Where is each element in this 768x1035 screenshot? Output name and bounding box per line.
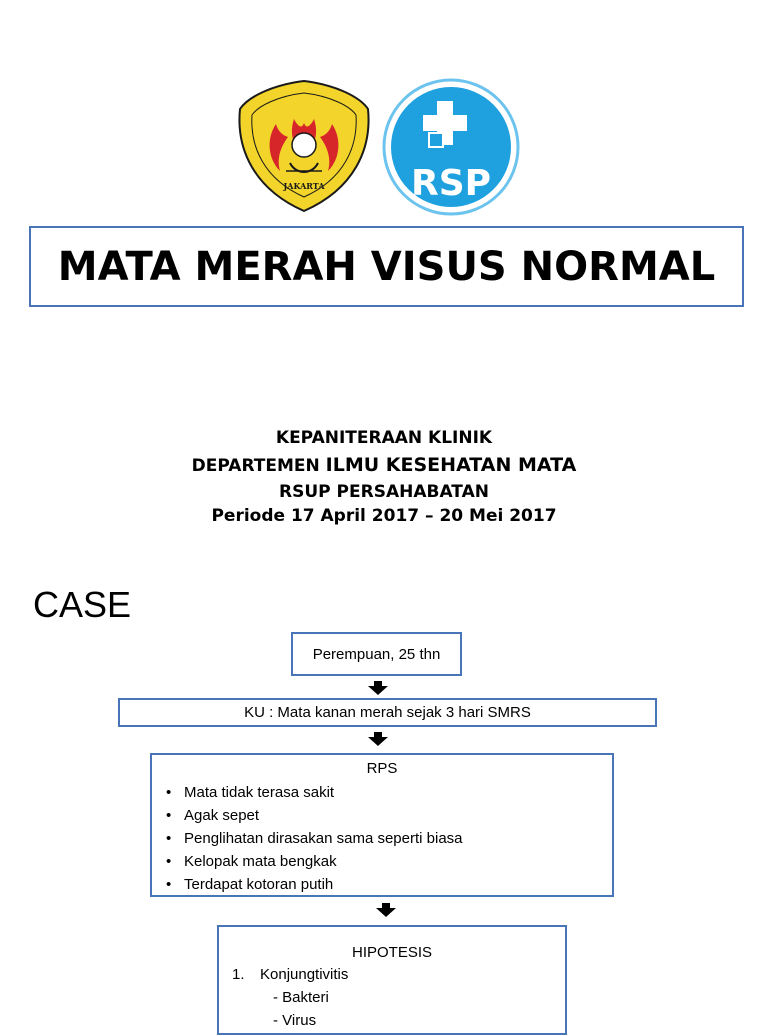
hipotesis-sub-item: - Bakteri xyxy=(273,989,329,1006)
hipotesis-item-number: 1. xyxy=(232,966,245,983)
rps-title: RPS xyxy=(366,760,398,777)
down-arrow-icon xyxy=(368,732,388,746)
subtitle-department-name: ILMU KESEHATAN MATA xyxy=(325,454,577,476)
list-item: • Agak sepet xyxy=(160,804,604,827)
ku-box xyxy=(118,698,657,727)
rps-box xyxy=(150,753,614,897)
down-arrow-icon xyxy=(368,681,388,695)
ku-text: KU : Mata kanan merah sejak 3 hari SMRS xyxy=(244,704,531,721)
list-item: • Terdapat kotoran putih xyxy=(160,873,604,896)
subtitle-period: Periode 17 April 2017 – 20 Mei 2017 xyxy=(211,506,557,526)
subtitle-department: DEPARTEMEN xyxy=(191,456,326,476)
svg-text:JAKARTA: JAKARTA xyxy=(283,181,325,191)
down-arrow-icon xyxy=(376,903,396,917)
rsp-logo-icon xyxy=(382,77,520,217)
subtitle-line-2 xyxy=(0,454,768,476)
rps-list xyxy=(160,781,604,896)
list-item: • Kelopak mata bengkak xyxy=(160,850,604,873)
patient-box xyxy=(291,632,462,676)
hipotesis-box xyxy=(217,925,567,1035)
hipotesis-item xyxy=(227,963,557,986)
university-seal-icon xyxy=(236,79,372,213)
list-item: • Mata tidak terasa sakit xyxy=(160,781,604,804)
list-item: • Penglihatan dirasakan sama seperti biasa xyxy=(160,827,604,850)
page-title: MATA MERAH VISUS NORMAL xyxy=(57,243,716,290)
svg-text:RSP: RSP xyxy=(410,163,492,204)
subtitle-line-3: RSUP PERSAHABATAN xyxy=(279,482,489,502)
hipotesis-title: HIPOTESIS xyxy=(351,944,433,961)
hipotesis-item-label: Konjungtivitis xyxy=(260,966,349,983)
title-box xyxy=(29,226,744,307)
case-heading: CASE xyxy=(33,584,132,625)
patient-text: Perempuan, 25 thn xyxy=(312,645,441,663)
subtitle-line-1: KEPANITERAAN KLINIK xyxy=(275,428,493,448)
hipotesis-sub-item: - Virus xyxy=(273,1012,317,1029)
